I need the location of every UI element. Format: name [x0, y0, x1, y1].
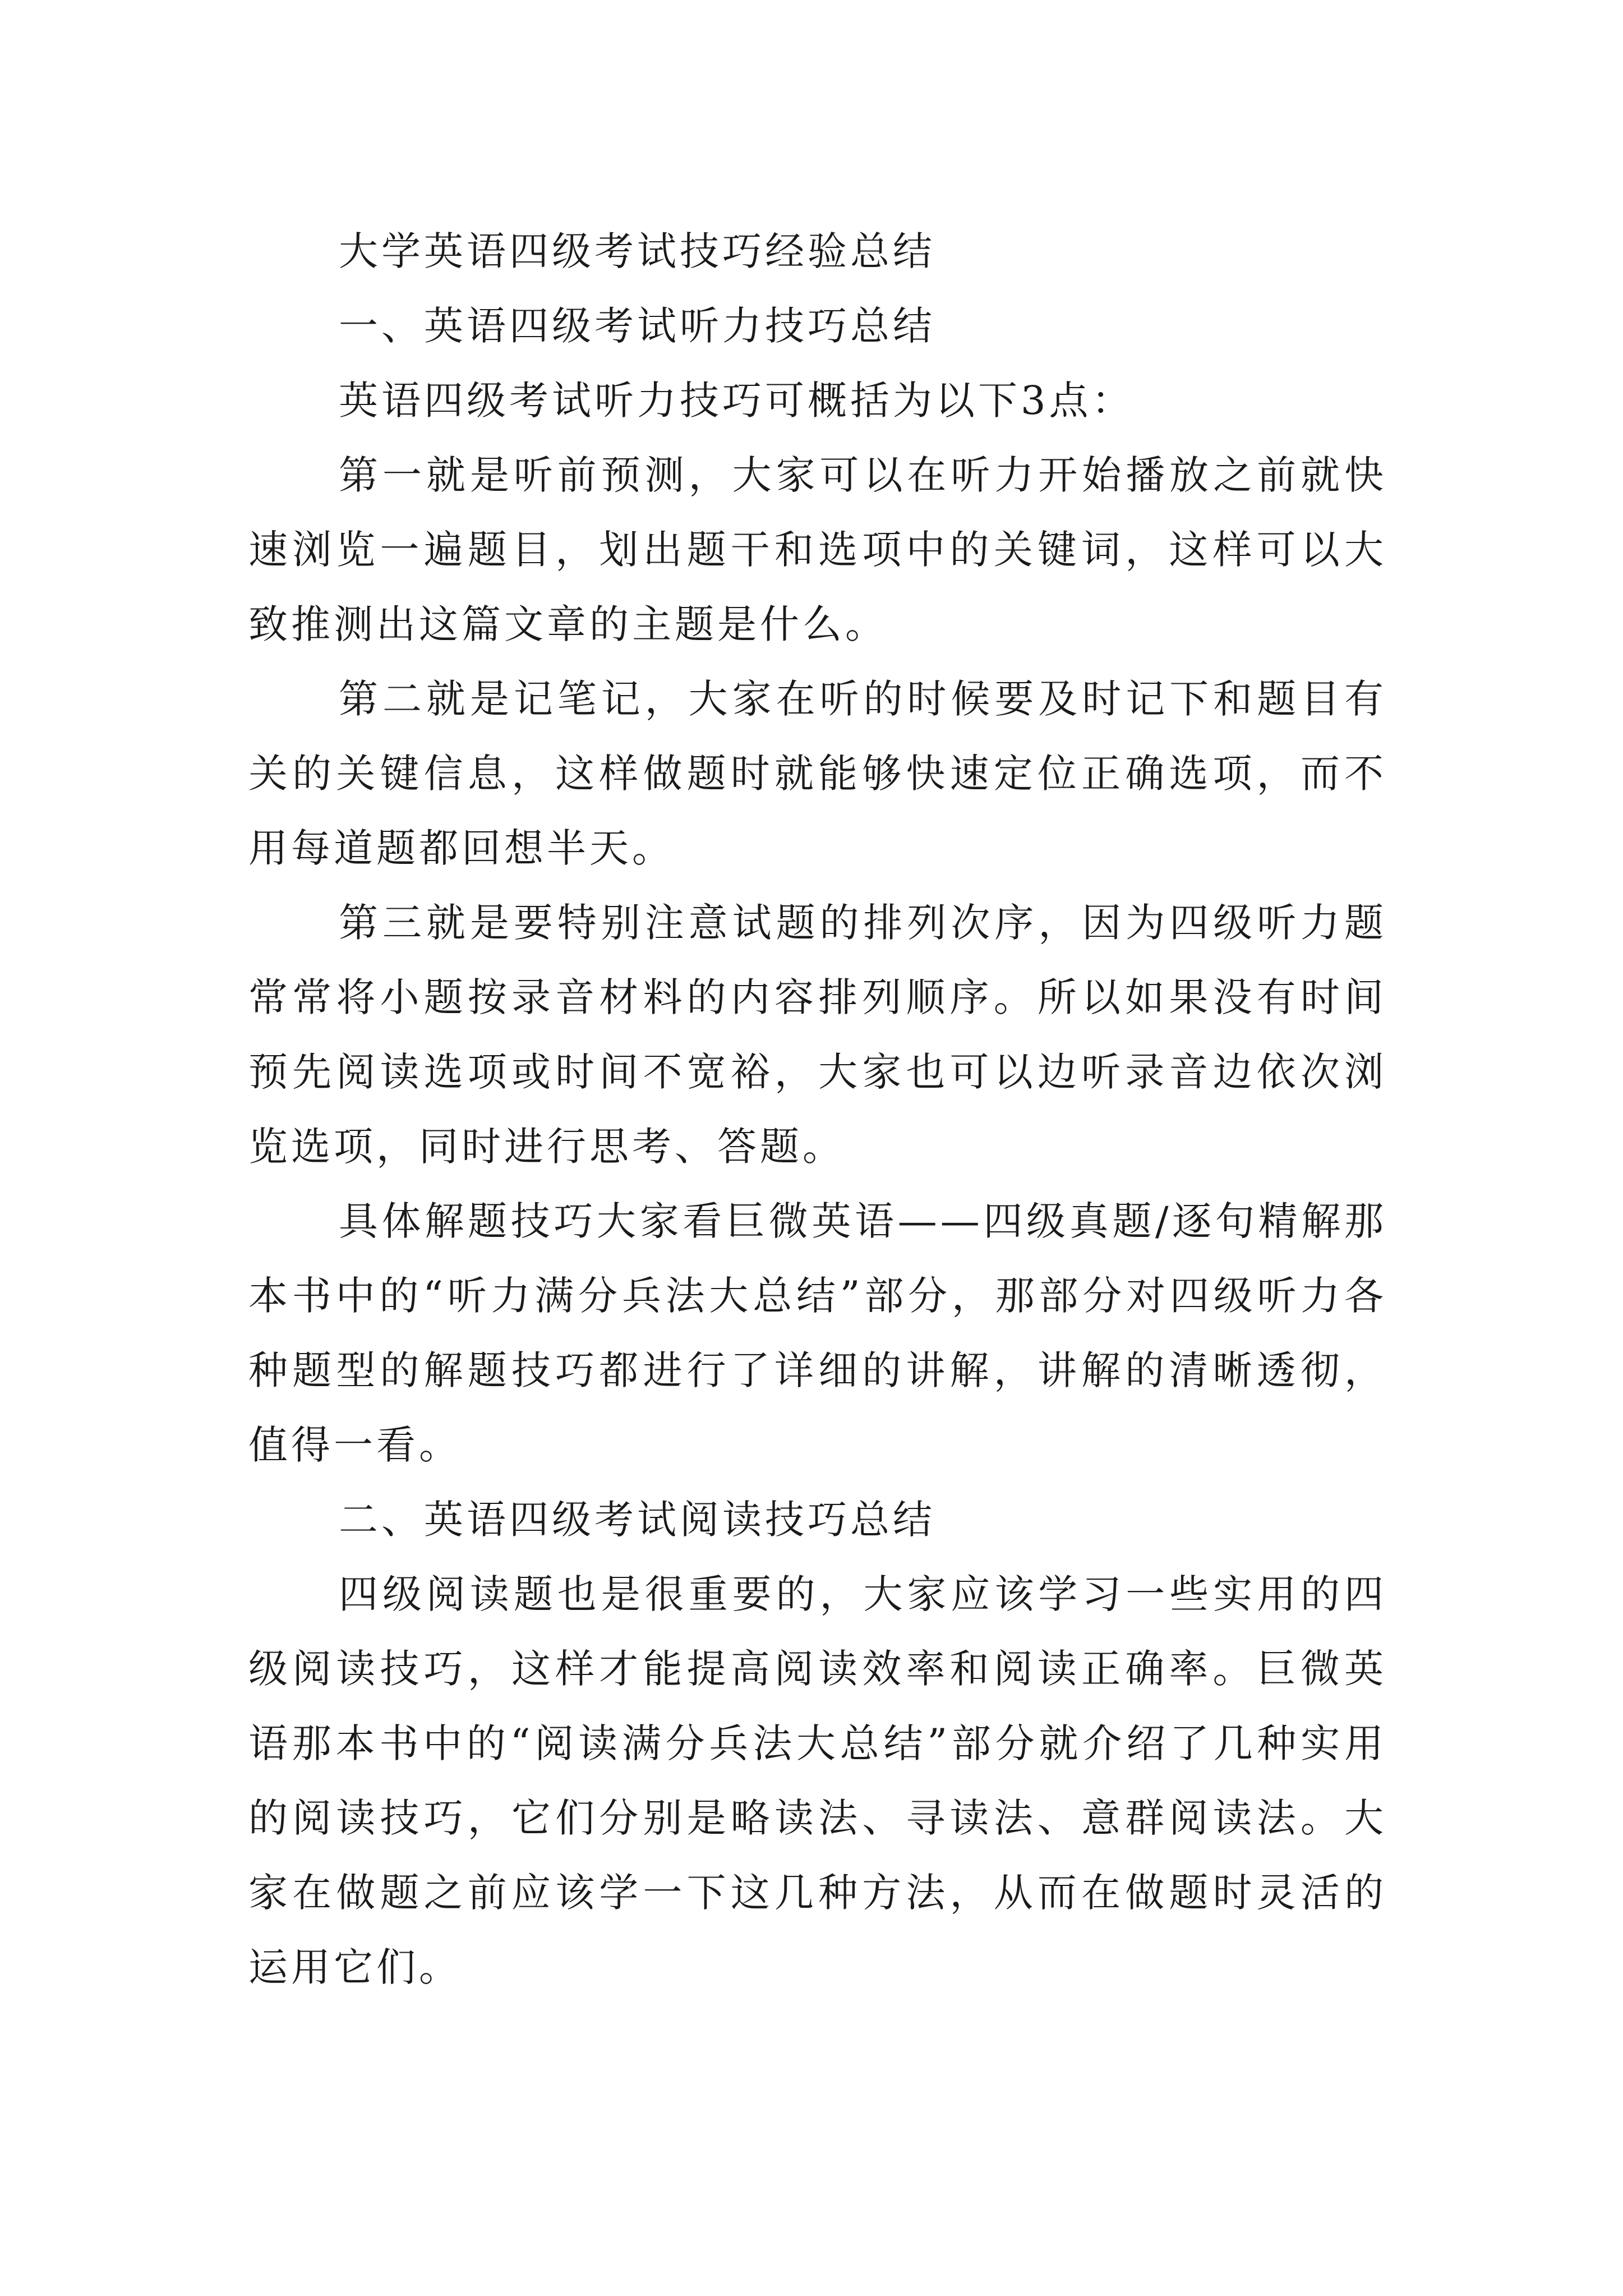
- section-heading-listening: 一、英语四级考试听力技巧总结: [339, 303, 935, 349]
- paragraph-book-reference: 具体解题技巧大家看巨微英语——四级真题/逐句精解那本书中的“听力满分兵法大总结”部分，那部分对四级听力各种题型的解题技巧都进行了详细的讲解，讲解的清晰透彻，值得一看。: [248, 1198, 1387, 1468]
- paragraph-tip-2: 第二就是记笔记，大家在听的时候要及时记下和题目有关的关键信息，这样做题时就能够快速定位正确选项，而不用每道题都回想半天。: [248, 676, 1387, 871]
- section-heading-reading: 二、英语四级考试阅读技巧总结: [339, 1497, 935, 1543]
- paragraph-tip-3: 第三就是要特别注意试题的排列次序，因为四级听力题常常将小题按录音材料的内容排列顺序。所以如果没有时间预先阅读选项或时间不宽裕，大家也可以边听录音边依次浏览选项，同时进行思考、答题。: [248, 900, 1387, 1170]
- paragraph-intro: 英语四级考试听力技巧可概括为以下3点：: [339, 378, 1135, 424]
- paragraph-reading-tips: 四级阅读题也是很重要的，大家应该学习一些实用的四级阅读技巧，这样才能提高阅读效率和阅读正确率。巨微英语那本书中的“阅读满分兵法大总结”部分就介绍了几种实用的阅读技巧，它们分别是略读法、寻读法、意群阅读法。大家在做题之前应该学一下这几种方法，从而在做题时灵活的运用它们。: [248, 1571, 1387, 1990]
- paragraph-tip-1: 第一就是听前预测，大家可以在听力开始播放之前就快速浏览一遍题目，划出题干和选项中的关键词，这样可以大致推测出这篇文章的主题是什么。: [248, 452, 1387, 647]
- document-body: [248, 214, 1387, 2005]
- document-title: 大学英语四级考试技巧经验总结: [339, 228, 935, 274]
